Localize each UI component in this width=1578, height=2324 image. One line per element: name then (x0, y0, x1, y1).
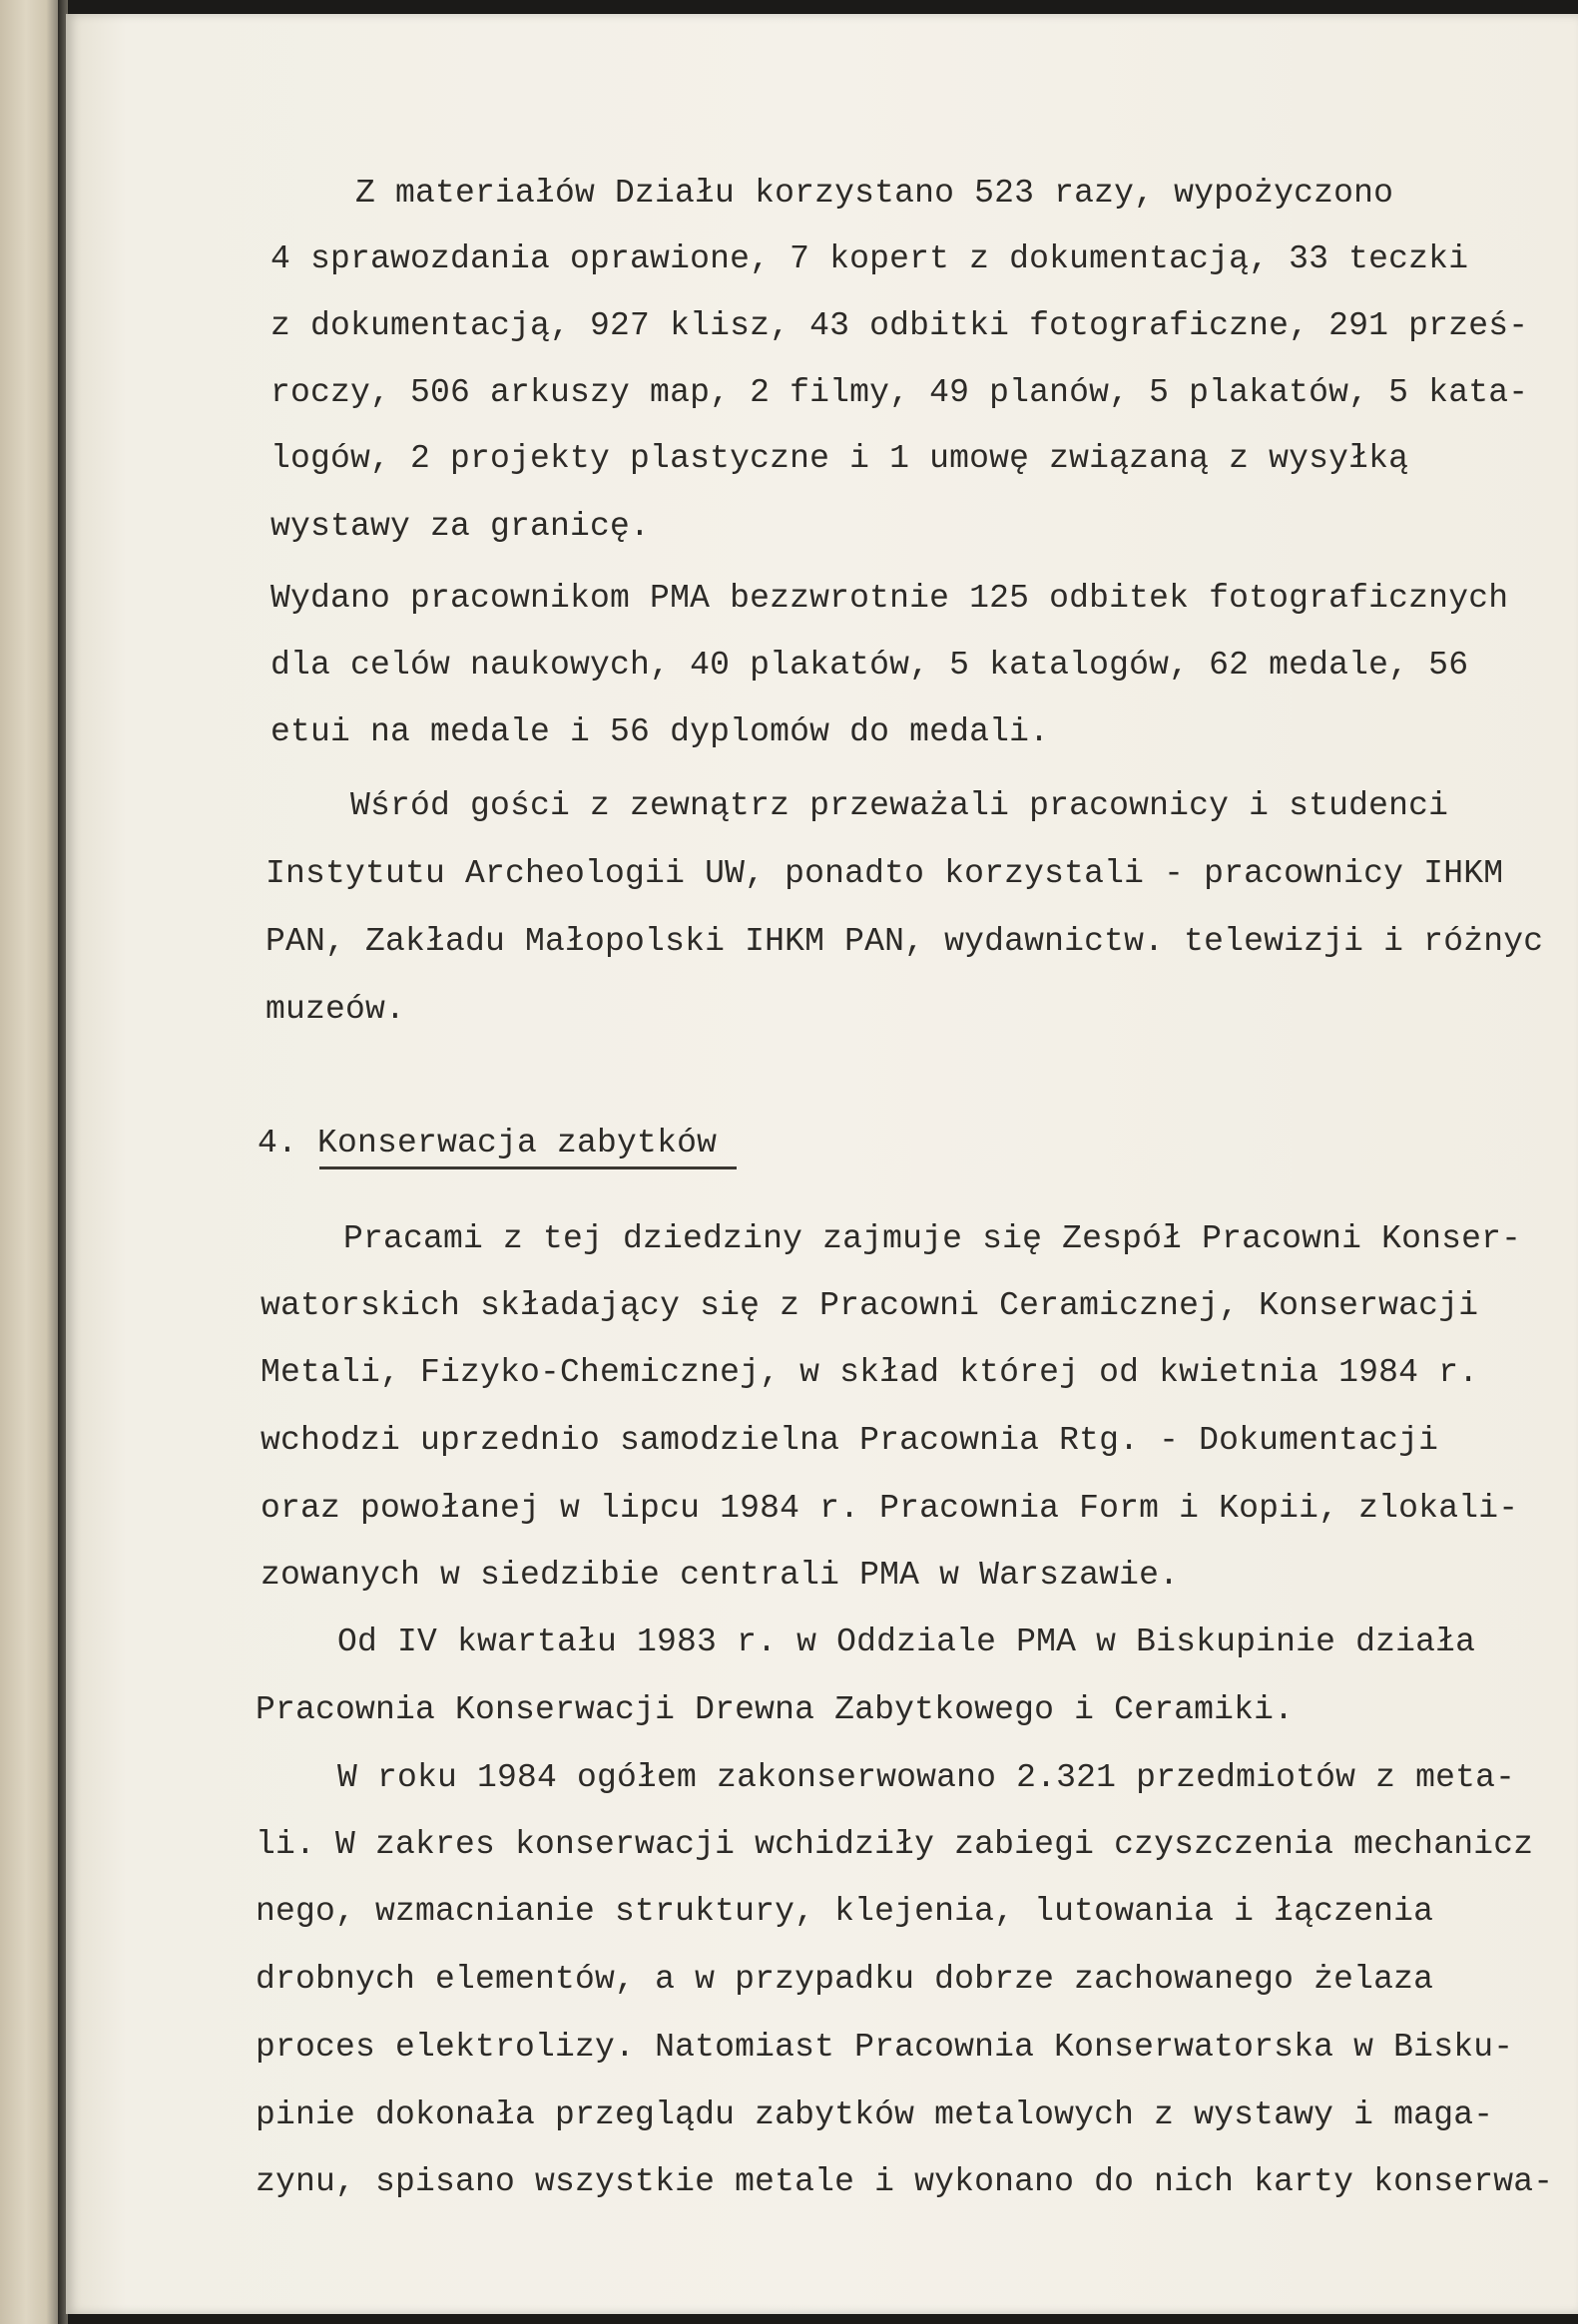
text-line-17: Metali, Fizyko-Chemicznej, w skład której od kwietnia 1984 r. (261, 1354, 1479, 1391)
text-line-9: etui na medale i 56 dyplomów do medali. (270, 713, 1050, 750)
text-line-25: nego, wzmacnianie struktury, klejenia, lutowania i łączenia (256, 1893, 1434, 1930)
text-line-5: logów, 2 projekty plastyczne i 1 umowę związaną z wysyłką (270, 440, 1409, 477)
text-line-23: W roku 1984 ogółem zakonserwowano 2.321 przedmiotów z meta- (337, 1759, 1516, 1796)
text-line-1: Z materiałów Działu korzystano 523 razy, wypożyczono (355, 175, 1394, 212)
text-line-3: z dokumentacją, 927 klisz, 43 odbitki fotograficzne, 291 prześ- (270, 307, 1529, 344)
text-line-16: watorskich składający się z Pracowni Ceramicznej, Konserwacji (261, 1287, 1479, 1324)
text-line-21: Od IV kwartału 1983 r. w Oddziale PMA w Biskupinie działa (337, 1624, 1476, 1660)
text-line-20: zowanych w siedzibie centrali PMA w Warszawie. (261, 1557, 1180, 1594)
text-line-10: Wśród gości z zewnątrz przeważali pracownicy i studenci (350, 787, 1449, 824)
text-line-22: Pracownia Konserwacji Drewna Zabytkowego i Ceramiki. (256, 1691, 1295, 1728)
text-line-26: drobnych elementów, a w przypadku dobrze zachowanego żelaza (256, 1961, 1434, 1998)
text-line-8: dla celów naukowych, 40 plakatów, 5 katalogów, 62 medale, 56 (270, 647, 1469, 684)
text-line-19: oraz powołanej w lipcu 1984 r. Pracownia Form i Kopii, zlokali- (261, 1490, 1519, 1527)
typewritten-page (66, 14, 1578, 2314)
section-heading: 4. Konserwacja zabytków (258, 1125, 718, 1162)
text-line-11: Instytutu Archeologii UW, ponadto korzystali - pracownicy IHKM (265, 855, 1504, 892)
text-line-27: proces elektrolizy. Natomiast Pracownia Konserwatorska w Bisku- (256, 2029, 1514, 2066)
left-page-edge (0, 0, 58, 2324)
text-line-13: muzeów. (265, 991, 406, 1028)
text-line-24: li. W zakres konserwacji wchidziły zabiegi czyszczenia mechanicz (256, 1826, 1534, 1863)
text-line-4: roczy, 506 arkuszy map, 2 filmy, 49 planów, 5 plakatów, 5 kata- (270, 374, 1529, 411)
text-line-2: 4 sprawozdania oprawione, 7 kopert z dokumentacją, 33 teczki (270, 240, 1469, 277)
text-line-6: wystawy za granicę. (270, 508, 651, 545)
text-line-15: Pracami z tej dziedziny zajmuje się Zespół Pracowni Konser- (343, 1220, 1522, 1257)
text-line-28: pinie dokonała przeglądu zabytków metalowych z wystawy i maga- (256, 2096, 1494, 2133)
text-line-12: PAN, Zakładu Małopolski IHKM PAN, wydawnictw. telewizji i różnyc (265, 923, 1544, 960)
heading-underline (319, 1166, 737, 1169)
text-line-18: wchodzi uprzednio samodzielna Pracownia Rtg. - Dokumentacji (261, 1422, 1439, 1459)
text-line-29: zynu, spisano wszystkie metale i wykonano do nich karty konserwa- (256, 2163, 1554, 2200)
text-line-7: Wydano pracownikom PMA bezzwrotnie 125 odbitek fotograficznych (270, 580, 1509, 617)
